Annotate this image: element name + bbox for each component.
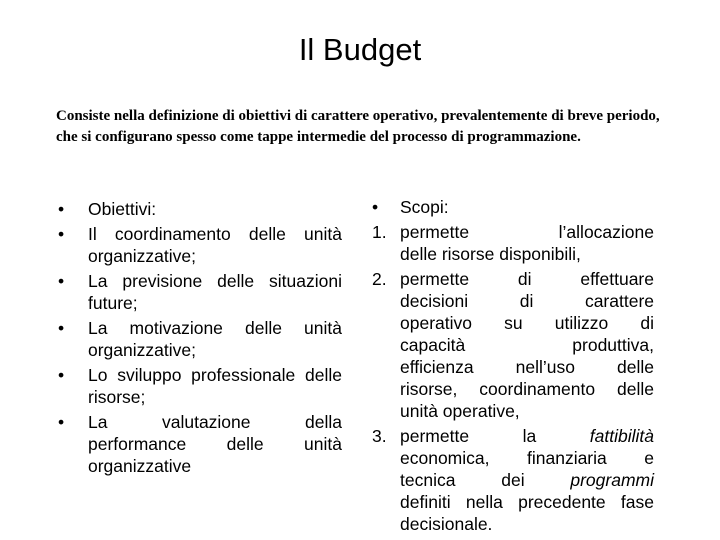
list-item bbox=[58, 198, 342, 220]
scopes-heading: Scopi: bbox=[400, 197, 449, 217]
list-item bbox=[58, 317, 342, 361]
item-line bbox=[400, 425, 654, 447]
bullet-marker: • bbox=[58, 199, 65, 219]
numbered-item bbox=[372, 221, 654, 265]
list-item-text: Lo sviluppo professionale delle risorse; bbox=[88, 365, 342, 407]
item-line: permette l’allocazione bbox=[400, 222, 654, 242]
numbered-item bbox=[372, 425, 654, 535]
list-item-text: La motivazione delle unità organizzative; bbox=[88, 318, 342, 360]
objectives-list bbox=[58, 198, 342, 480]
list-item bbox=[58, 270, 342, 314]
item-line: decisioni di carattere bbox=[400, 291, 654, 311]
bullet-marker: • bbox=[58, 365, 65, 385]
list-item bbox=[58, 223, 342, 267]
bullet-marker: • bbox=[372, 197, 379, 217]
item-line: delle risorse disponibili, bbox=[400, 244, 581, 264]
bullet-marker: • bbox=[58, 318, 65, 338]
intro-paragraph: Consiste nella definizione di obiettivi di carattere operativo, prevalentemente di breve periodo, che si configurano spesso come tappe intermedie del processo di programmazione. bbox=[56, 108, 660, 145]
item-line: risorse, coordinamento delle bbox=[400, 379, 654, 399]
numbered-item bbox=[372, 268, 654, 422]
bullet-marker: • bbox=[58, 224, 65, 244]
list-item bbox=[58, 411, 342, 477]
item-number: 3. bbox=[372, 426, 387, 446]
item-number: 1. bbox=[372, 222, 387, 242]
item-line: economica, finanziaria e bbox=[400, 448, 654, 468]
slide-title: Il Budget bbox=[298, 32, 422, 67]
item-line: unità operative, bbox=[400, 401, 520, 421]
item-line: definiti nella precedente fase bbox=[400, 492, 654, 512]
emphasis-text: programmi bbox=[570, 470, 654, 490]
item-line: efficienza nell’uso delle bbox=[400, 357, 654, 377]
item-line bbox=[400, 469, 654, 491]
list-item bbox=[58, 364, 342, 408]
item-line: operativo su utilizzo di bbox=[400, 313, 654, 333]
emphasis-text: fattibilità bbox=[589, 426, 654, 446]
bullet-marker: • bbox=[58, 412, 65, 432]
list-item-text: Obiettivi: bbox=[88, 199, 157, 219]
list-item-text: La valutazione della performance delle unità organizzative bbox=[88, 412, 342, 476]
line-text: tecnica dei bbox=[400, 470, 571, 490]
list-item-text: Il coordinamento delle unità organizzative; bbox=[88, 224, 342, 266]
bullet-marker: • bbox=[58, 271, 65, 291]
item-line: permette di effettuare bbox=[400, 269, 654, 289]
list-item-text: La previsione delle situazioni future; bbox=[88, 271, 342, 313]
line-text: permette la bbox=[400, 426, 590, 446]
scopes-heading-item bbox=[372, 196, 654, 218]
scopes-list bbox=[372, 196, 654, 538]
item-line: decisionale. bbox=[400, 514, 493, 534]
item-number: 2. bbox=[372, 269, 387, 289]
item-line: capacità produttiva, bbox=[400, 335, 654, 355]
